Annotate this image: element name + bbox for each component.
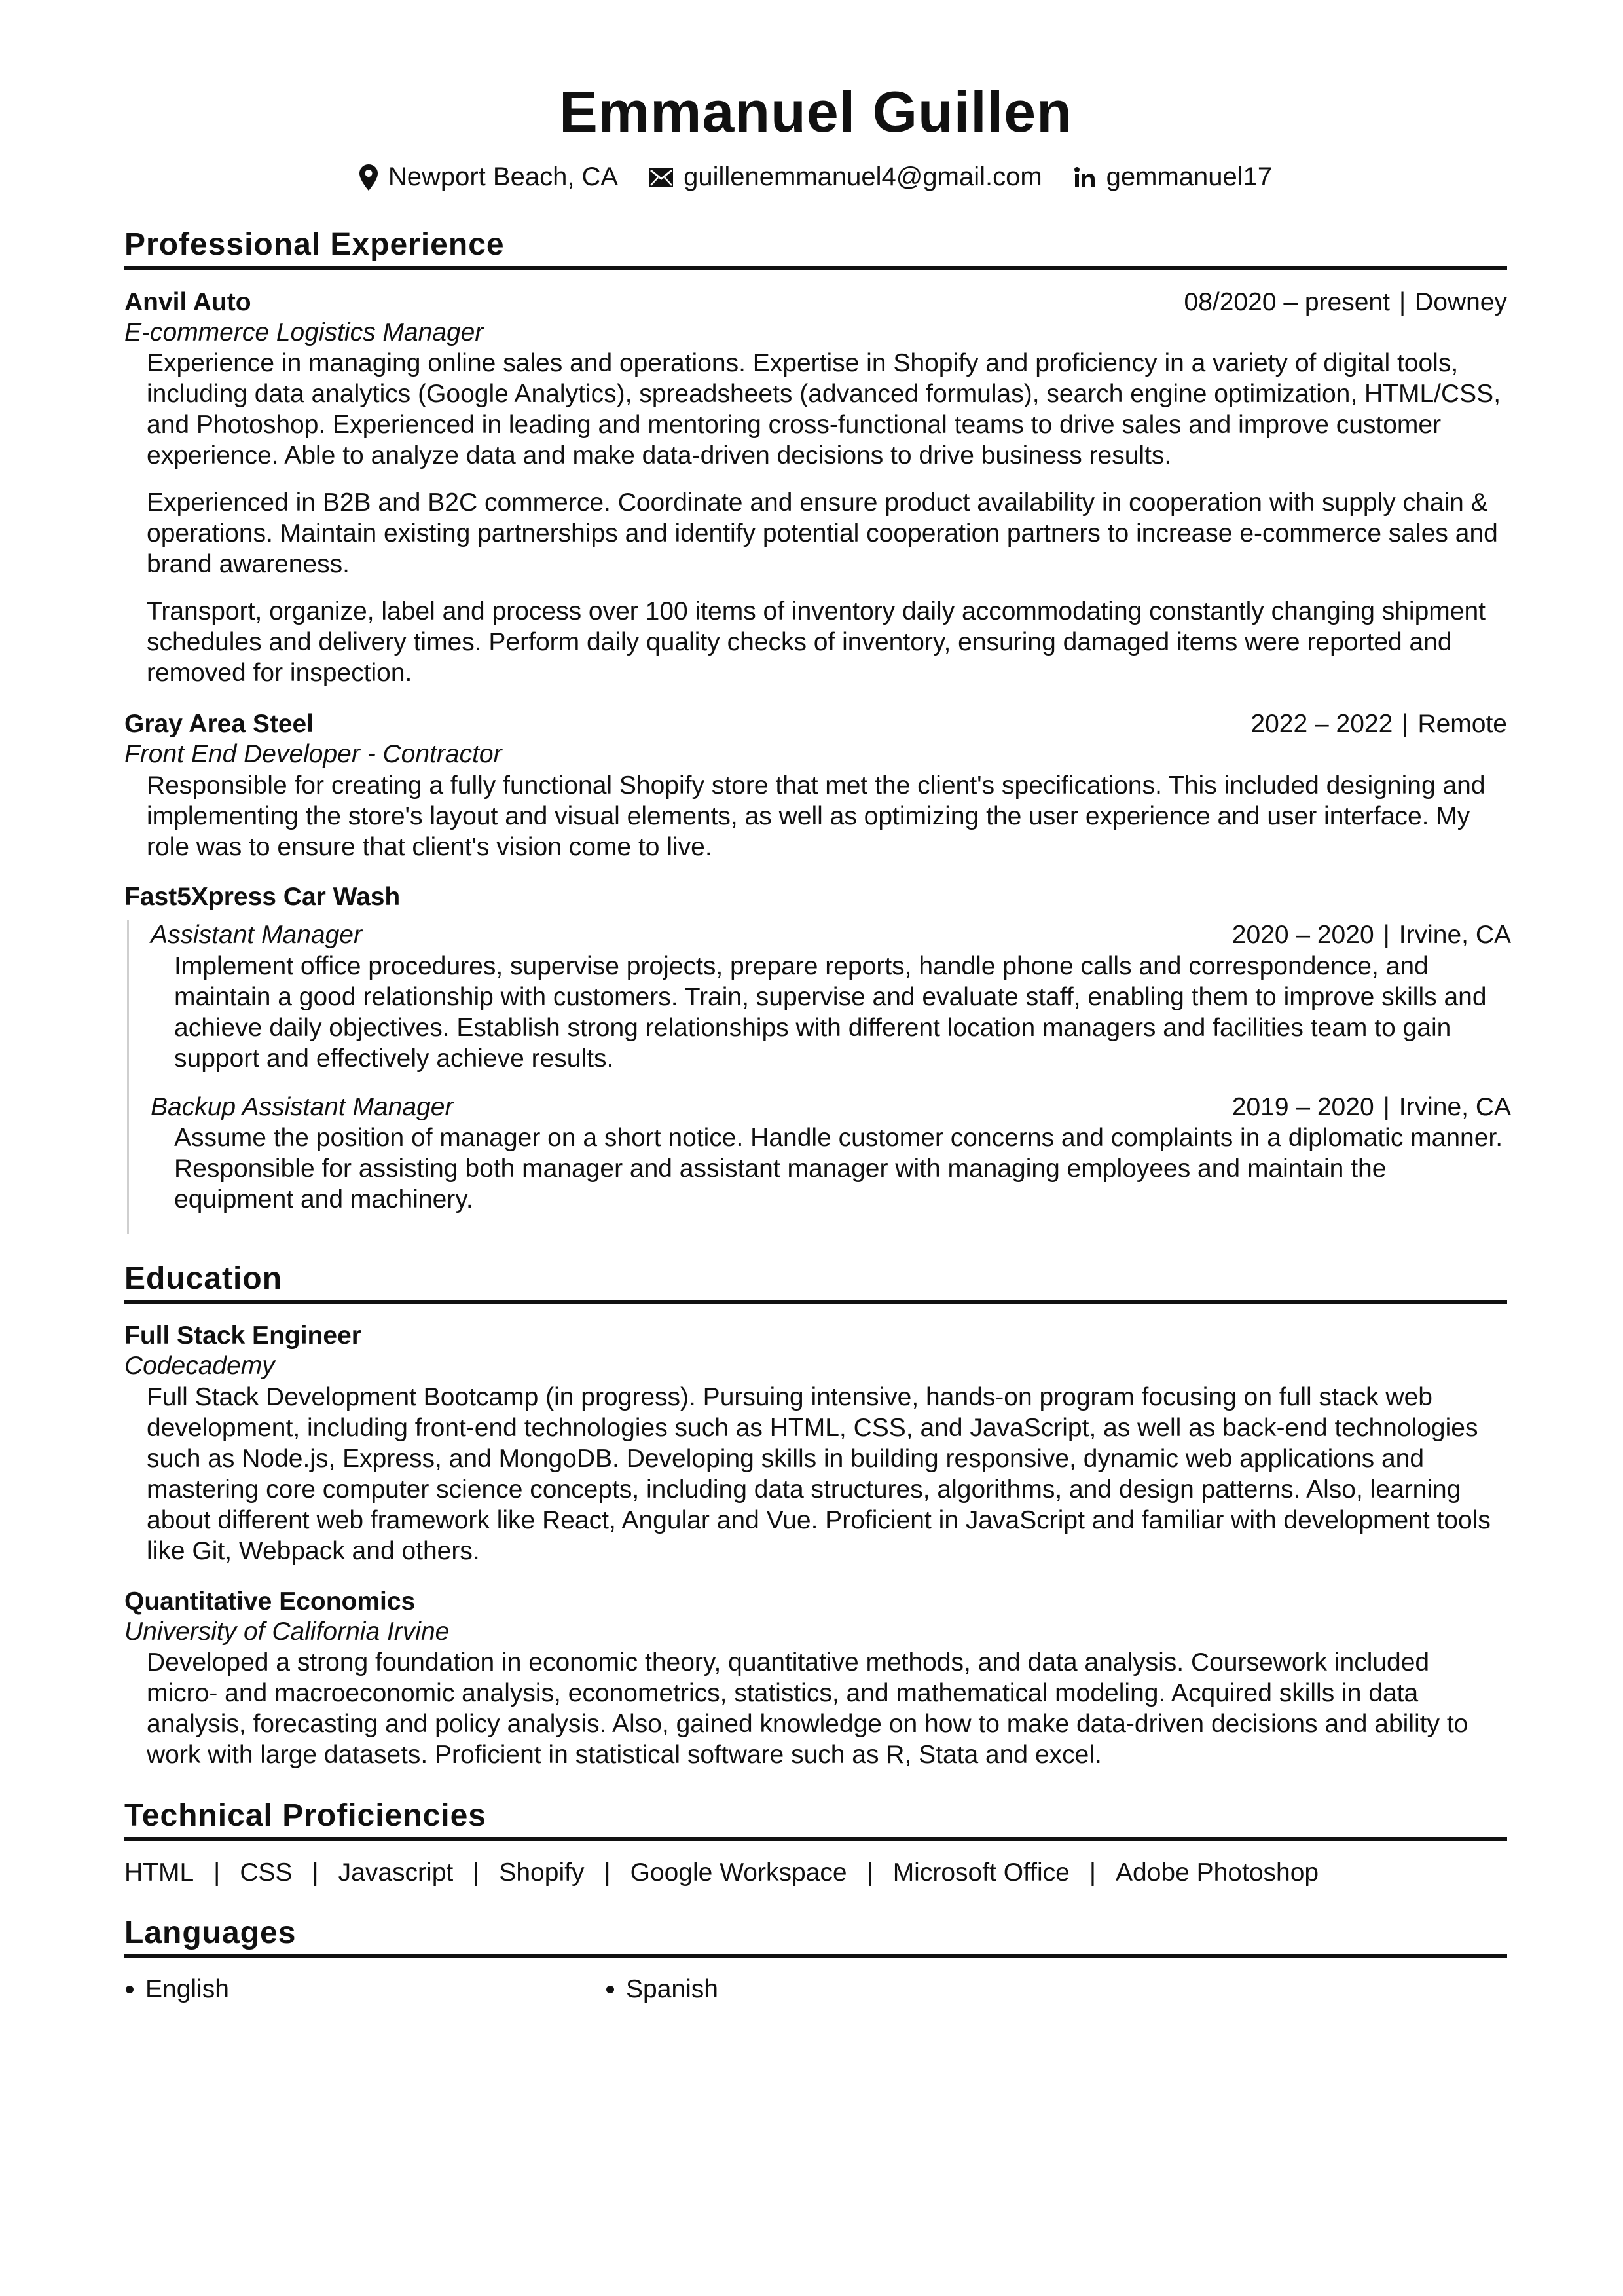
job-meta — [1184, 288, 1507, 317]
bullet-icon — [126, 1986, 134, 1993]
language-name: Spanish — [626, 1975, 718, 2003]
linkedin-icon — [1074, 166, 1096, 189]
school-name: University of California Irvine — [124, 1618, 450, 1646]
role-group-rule — [127, 920, 129, 1234]
contact-email[interactable] — [649, 162, 1042, 192]
job-title: E-commerce Logistics Manager — [124, 318, 484, 346]
role-dates: 2020 – 2020 — [1231, 921, 1374, 949]
role-location: Irvine, CA — [1398, 1093, 1511, 1121]
role-title: Assistant Manager — [151, 921, 362, 949]
job-description: Experienced in B2B and B2C commerce. Coordinate and ensure product availability in cooperation with supply chain & operations. Maintain existing partnerships and identify potential cooperation partners to increase e-commerce sales and brand awareness. — [147, 489, 1498, 578]
job-header-grayarea — [124, 709, 1507, 740]
skill-item: CSS — [240, 1859, 293, 1887]
contact-linkedin[interactable] — [1074, 162, 1273, 192]
languages-heading: Languages — [124, 1914, 1507, 1958]
experience-heading: Professional Experience — [124, 225, 1507, 270]
role-meta — [1232, 921, 1511, 950]
role-title: Backup Assistant Manager — [151, 1093, 454, 1121]
email-link[interactable]: guillenemmanuel4@gmail.com — [684, 162, 1042, 191]
company-name: Gray Area Steel — [124, 710, 314, 738]
skill-item: Javascript — [338, 1859, 454, 1887]
education-degree-row — [124, 1320, 1507, 1352]
job-header-anvil — [124, 287, 1507, 318]
role-header — [151, 1092, 1511, 1123]
education-description: Full Stack Development Bootcamp (in progress). Pursuing intensive, hands-on program focusing on full stack web development, including front-end technologies such as HTML, CSS, and JavaScript, as well as back-end technologies such as Node.js, Express, and MongoDB. Developing skills in building responsive, dynamic web applications and mastering core computer science concepts, including data structures, algorithms, and design patterns. Also, learning about different web framework like React, Angular and Vue. Proficient in JavaScript and familiar with development tools like Git, Webpack and others. — [147, 1383, 1491, 1565]
meta-separator: | — [1383, 1093, 1390, 1121]
location-text: Newport Beach, CA — [388, 162, 619, 191]
role-location: Irvine, CA — [1398, 921, 1511, 949]
education-school-row — [124, 1350, 1507, 1382]
skill-separator: | — [604, 1859, 611, 1887]
job-title-row — [124, 317, 1507, 348]
role-description: Assume the position of manager on a short notice. Handle customer concerns and complaints in a diplomatic manner. Responsible for assisting both manager and assistant manager with managing employees and maintain the equipment and machinery. — [174, 1124, 1503, 1213]
skill-item: Microsoft Office — [892, 1859, 1070, 1887]
role-meta — [1232, 1093, 1511, 1122]
degree-name: Full Stack Engineer — [124, 1322, 361, 1350]
job-description: Transport, organize, label and process over 100 items of inventory daily accommodating constantly changing shipment schedules and delivery times. Perform daily quality checks of inventory, ensuring damaged items were reported and removed for inspection. — [147, 597, 1486, 687]
job-description: Responsible for creating a fully functional Shopify store that met the client's specifications. This included designing and implementing the store's layout and visual elements, as well as optimizing the user experience and user interface. My role was to ensure that client's vision come to live. — [147, 771, 1486, 861]
skills-list — [124, 1859, 1507, 1887]
technical-heading: Technical Proficiencies — [124, 1796, 1507, 1841]
school-name: Codecademy — [124, 1352, 275, 1380]
education-description: Developed a strong foundation in economic theory, quantitative methods, and data analysis. Coursework included micro- and macroeconomic analysis, econometrics, statistics, and mathematical modeling. Acquired skills in data analysis, forecasting and policy analysis. Also, gained knowledge on how to make data-driven decisions and ability to work with large datasets. Proficient in statistical software such as R, Stata and excel. — [147, 1648, 1468, 1769]
location-pin-icon — [359, 164, 378, 191]
skill-separator: | — [1089, 1859, 1097, 1887]
education-heading: Education — [124, 1259, 1507, 1304]
skill-item: Google Workspace — [630, 1859, 847, 1887]
job-meta — [1250, 710, 1507, 739]
skill-item: Shopify — [499, 1859, 585, 1887]
meta-separator: | — [1402, 710, 1409, 738]
skill-item: Adobe Photoshop — [1116, 1859, 1319, 1887]
bullet-icon — [606, 1986, 614, 1993]
skill-separator: | — [866, 1859, 873, 1887]
contact-bar — [124, 162, 1507, 192]
job-dates: 08/2020 – present — [1184, 288, 1390, 316]
job-location: Remote — [1417, 710, 1507, 738]
job-dates: 2022 – 2022 — [1250, 710, 1393, 738]
skill-separator: | — [473, 1859, 480, 1887]
language-item — [606, 1975, 718, 2004]
meta-separator: | — [1398, 288, 1406, 316]
job-location: Downey — [1415, 288, 1507, 316]
skill-separator: | — [312, 1859, 319, 1887]
education-degree-row — [124, 1586, 1507, 1618]
role-description: Implement office procedures, supervise projects, prepare reports, handle phone calls and correspondence, and maintain a good relationship with customers. Train, supervise and evaluate staff, enabling them to improve skills and achieve daily objectives. Establish strong relationships with different location managers and facilities team to gain support and effectively achieve results. — [174, 952, 1487, 1073]
degree-name: Quantitative Economics — [124, 1587, 416, 1616]
language-item — [126, 1975, 229, 2004]
role-header — [151, 919, 1511, 951]
contact-location — [359, 162, 618, 192]
envelope-icon — [649, 168, 673, 187]
meta-separator: | — [1383, 921, 1390, 949]
role-dates: 2019 – 2020 — [1231, 1093, 1374, 1121]
company-name: Fast5Xpress Car Wash — [124, 883, 401, 911]
skill-separator: | — [213, 1859, 221, 1887]
linkedin-handle[interactable]: gemmanuel17 — [1106, 162, 1273, 191]
job-title: Front End Developer - Contractor — [124, 740, 502, 768]
job-header-fast5xpress — [124, 881, 1507, 913]
job-description: Experience in managing online sales and operations. Expertise in Shopify and proficiency in a variety of digital tools, including data analytics (Google Analytics), spreadsheets (advanced formulas), search engine optimization, HTML/CSS, and Photoshop. Experienced in leading and mentoring cross-functional teams to drive sales and improve customer experience. Able to analyze data and make data-driven decisions to drive business results. — [147, 349, 1501, 470]
skill-item: HTML — [124, 1859, 194, 1887]
candidate-name: Emmanuel Guillen — [559, 79, 1072, 144]
language-name: English — [145, 1975, 229, 2003]
job-title-row — [124, 739, 1507, 770]
company-name: Anvil Auto — [124, 288, 251, 316]
education-school-row — [124, 1616, 1507, 1648]
